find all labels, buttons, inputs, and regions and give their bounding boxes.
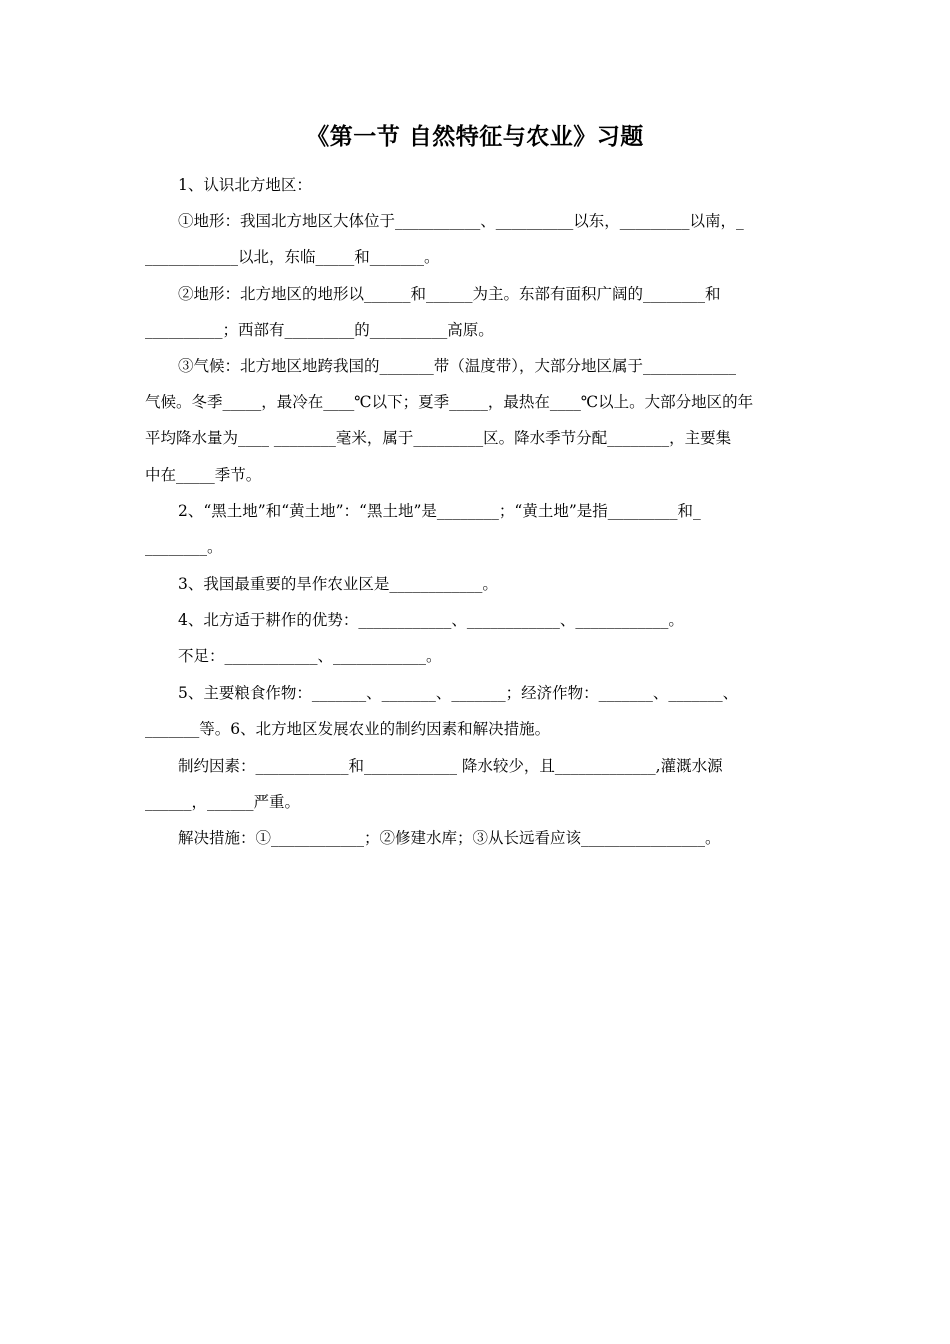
question-1-climate-line-2: 气候。冬季_____，最冷在____℃以下；夏季_____，最热在____℃以上。大部分地区的年 xyxy=(145,393,754,411)
question-5-line-1: 5、主要粮食作物：_______、_______、_______；经济作物：_______、_______、 xyxy=(178,684,739,702)
document-title: 《第一节 自然特征与农业》习题 xyxy=(306,124,644,150)
question-1-climate-line-3: 平均降水量为____ ________毫米，属于_________区。降水季节分配________，主要集 xyxy=(145,429,732,447)
question-2-line-2: ________。 xyxy=(145,538,223,556)
question-1-landform-line-1: ②地形：北方地区的地形以______和______为主。东部有面积广阔的________和 xyxy=(178,285,721,303)
question-1-terrain-line-1: ①地形：我国北方地区大体位于___________、__________以东，_________以南，_ xyxy=(178,212,744,230)
question-1-climate-line-1: ③气候：北方地区地跨我国的_______带（温度带），大部分地区属于____________ xyxy=(178,357,737,375)
constraints-line-1: 制约因素：____________和____________ 降水较少，且_____________,灌溉水源 xyxy=(178,757,723,775)
question-1-heading: 1、认识北方地区： xyxy=(178,176,312,194)
constraints-line-2: ______，______严重。 xyxy=(145,793,301,811)
question-5-line-2: _______等。6、北方地区发展农业的制约因素和解决措施。 xyxy=(145,720,551,738)
question-2-line-1: 2、“黑土地”和“黄土地”：“黑土地”是________；“黄土地”是指_________和_ xyxy=(178,502,701,520)
question-4-advantages: 4、北方适于耕作的优势：____________、____________、____________。 xyxy=(178,611,684,629)
question-3: 3、我国最重要的旱作农业区是____________。 xyxy=(178,575,498,593)
question-1-landform-line-2: __________；西部有_________的__________高原。 xyxy=(145,321,494,339)
solutions-line: 解决措施：①____________；②修建水库；③从长远看应该________________。 xyxy=(178,829,721,847)
question-4-disadvantages: 不足：____________、____________。 xyxy=(178,647,442,665)
question-1-climate-line-4: 中在_____季节。 xyxy=(145,466,262,484)
question-1-terrain-line-2: ____________以北，东临_____和_______。 xyxy=(145,248,440,266)
